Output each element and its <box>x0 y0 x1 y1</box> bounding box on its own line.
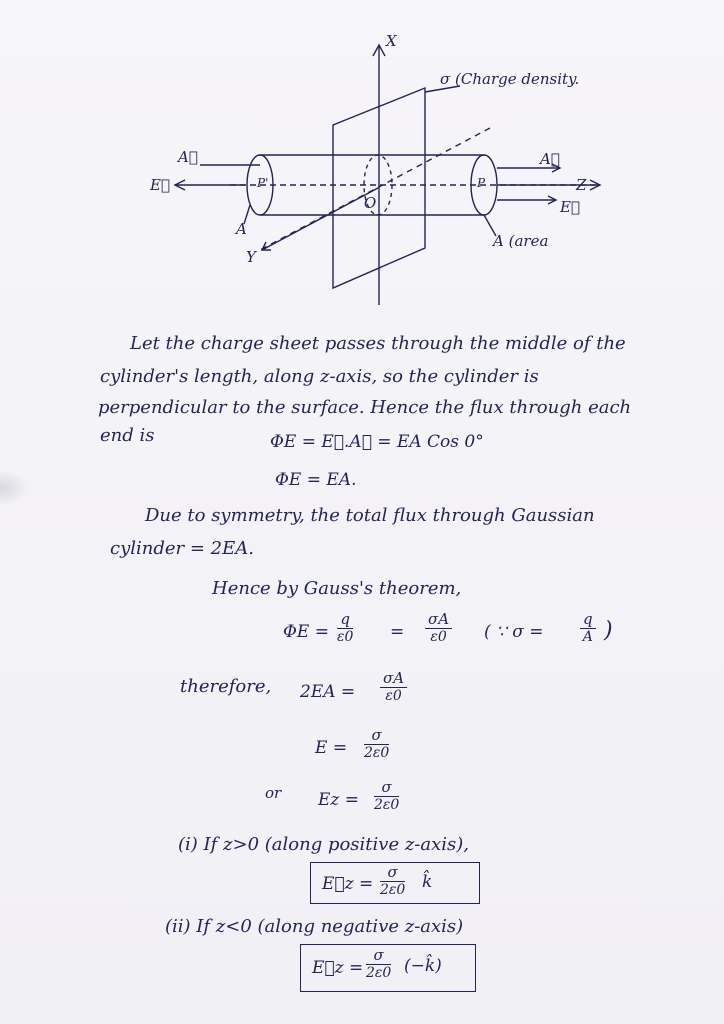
x-axis-label: X <box>386 32 397 50</box>
equation-flux-EA: ΦE = EA. <box>275 470 357 490</box>
fraction-numerator: σ <box>366 947 391 965</box>
fraction-numerator: q <box>337 611 353 629</box>
equation-2EA-lhs: 2EA = <box>300 682 356 702</box>
box2-fraction <box>366 947 391 981</box>
box2-unit-vector: (−k̂) <box>404 956 442 976</box>
box1-lhs: E⃗z = <box>322 874 374 894</box>
fraction-denominator: ε0 <box>337 628 354 645</box>
fraction-sigma-over-2eps <box>364 727 389 761</box>
therefore-label: therefore, <box>180 676 272 697</box>
text-line-4: end is <box>100 425 155 446</box>
y-axis-line <box>262 188 378 250</box>
equation-gauss-equals: = <box>390 622 405 642</box>
origin-label: O <box>364 194 377 212</box>
case-positive-z: (i) If z>0 (along positive z-axis), <box>178 834 470 855</box>
fraction-denominator: ε0 <box>430 628 447 645</box>
fraction-q-over-A <box>580 611 596 645</box>
equation-flux-dot: ΦE = E⃗.A⃗ = EA Cos 0° <box>270 432 484 452</box>
text-line-3: perpendicular to the surface. Hence the flux through each <box>98 397 632 418</box>
text-line-1: Let the charge sheet passes through the middle of the <box>130 333 626 354</box>
fraction-numerator: σ <box>380 864 405 882</box>
fraction-numerator: q <box>580 611 596 629</box>
box1-unit-vector: k̂ <box>422 872 433 892</box>
fraction-denominator: A <box>582 628 593 645</box>
point-P-prime-label: P' <box>257 176 269 190</box>
equation-gauss-lhs: ΦE = <box>283 622 329 642</box>
equation-E-lhs: E = <box>315 738 348 758</box>
vector-E-right-label: E⃗ <box>560 198 580 216</box>
or-label: or <box>265 784 282 802</box>
fraction-denominator: 2ε0 <box>374 796 400 813</box>
fraction-numerator: σ <box>364 727 389 745</box>
fraction-sigmaA-over-eps-2 <box>380 670 407 704</box>
fraction-numerator: σ <box>374 779 399 797</box>
case-negative-z: (ii) If z<0 (along negative z-axis) <box>165 916 464 937</box>
area-left-label: A <box>236 220 247 238</box>
fraction-denominator: 2ε0 <box>380 881 406 898</box>
box1-fraction <box>380 864 405 898</box>
fraction-q-over-eps <box>337 611 353 645</box>
z-axis-label: Z <box>576 176 587 194</box>
fraction-denominator: 2ε0 <box>364 744 390 761</box>
equation-gauss-condition: ( ∵ σ = <box>484 622 544 642</box>
fraction-sigma-over-2eps-2 <box>374 779 399 813</box>
area-label: A (area <box>493 232 549 250</box>
fraction-sigmaA-over-eps <box>425 611 452 645</box>
text-line-6: cylinder = 2EA. <box>110 538 254 559</box>
fraction-denominator: ε0 <box>385 687 402 704</box>
fraction-denominator: 2ε0 <box>366 964 392 981</box>
vector-A-left-label: A⃗ <box>178 148 198 166</box>
point-P-label: P <box>477 176 486 190</box>
equation-gauss-close-paren: ) <box>604 618 613 643</box>
vector-A-right-label: A⃗ <box>540 150 560 168</box>
equation-Ez-lhs: Ez = <box>318 790 360 810</box>
y-axis-label: Y <box>246 248 256 266</box>
fraction-numerator: σA <box>425 611 452 629</box>
box2-lhs: E⃗z = <box>312 958 364 978</box>
paper-mark <box>0 470 30 506</box>
text-line-5: Due to symmetry, the total flux through Gaussian <box>145 505 595 526</box>
text-line-7: Hence by Gauss's theorem, <box>212 578 462 599</box>
fraction-numerator: σA <box>380 670 407 688</box>
gauss-cylinder-diagram <box>0 0 724 320</box>
text-line-2: cylinder's length, along z-axis, so the cylinder is <box>100 366 539 387</box>
sheet-label: σ (Charge density. <box>440 70 580 88</box>
vector-E-left-label: E⃗ <box>150 176 170 194</box>
